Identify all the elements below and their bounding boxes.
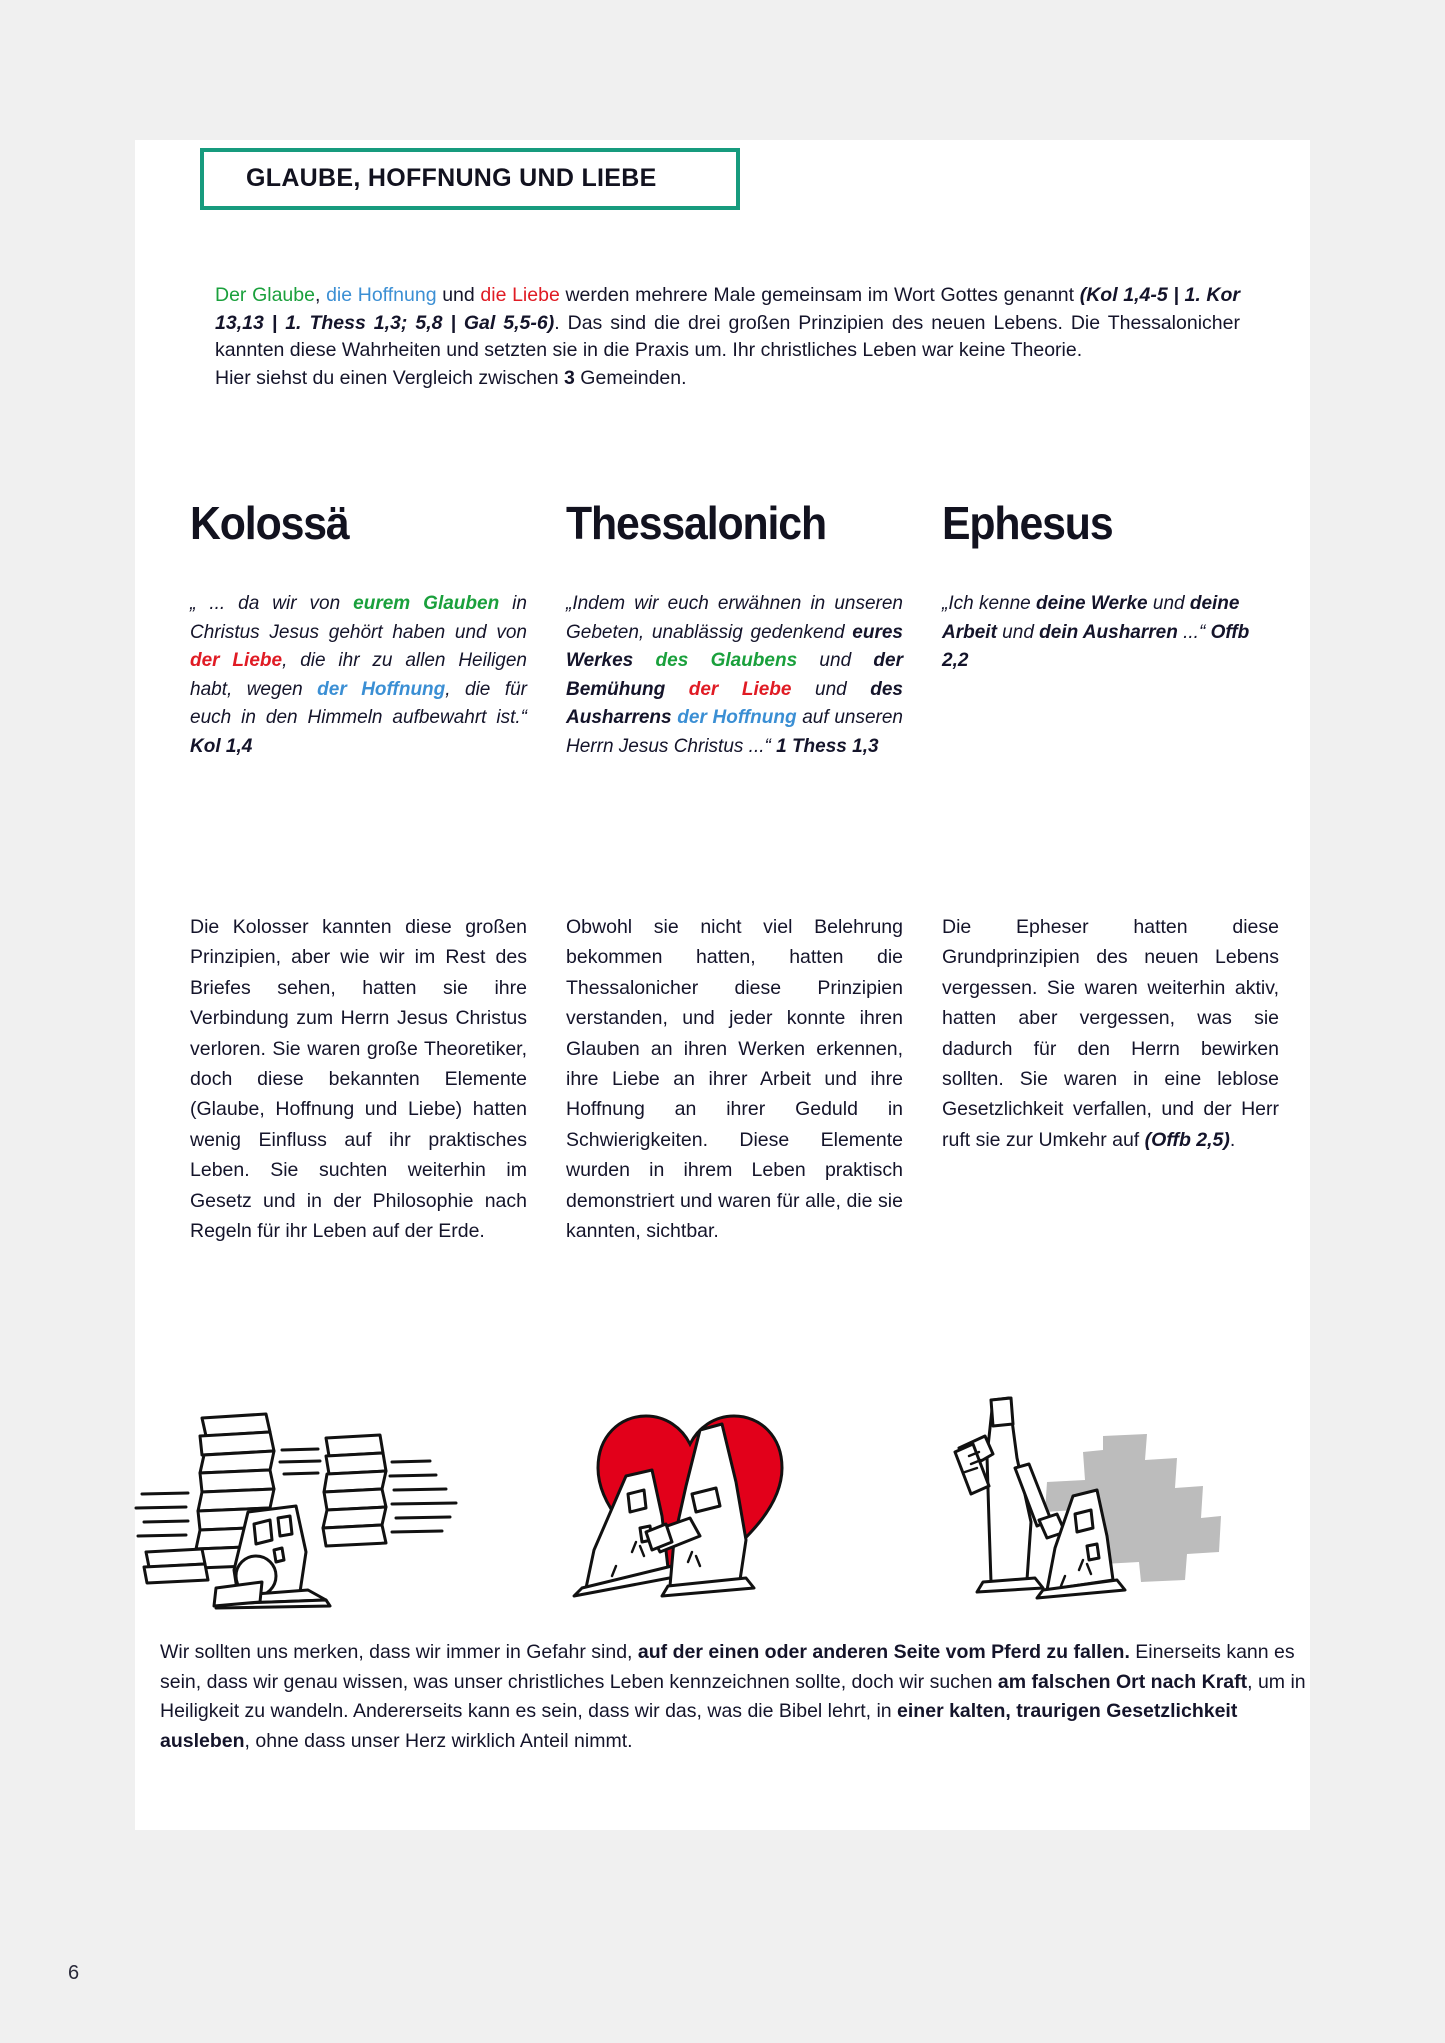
quote-thessalonich [566,590,903,761]
quote-faith-term: des Glaubens [655,650,798,671]
shadow-figures-illustration [935,1390,1225,1605]
body-paragraph-ephesus [942,912,1279,1155]
intro-comma: , [314,284,327,306]
quote-works-term: deine Werke [1036,593,1148,614]
intro-church-count: 3 [564,367,575,390]
quote-text: , die ihr zu allen Heiligen habt, wegen [190,650,527,700]
quote-works-term: eures Werkes [566,621,903,671]
footer-bold-2: am falschen Ort nach Kraft [997,1670,1248,1693]
quote-hope-term: der Hoffnung [317,678,446,700]
column-thessalonich [566,497,903,761]
quote-source-ephesus: Offb 2,2 [942,621,1250,671]
intro-love-term: die Liebe [480,284,560,306]
footer-text-4: , ohne dass unser Herz wirklich Anteil nimmt. [244,1729,633,1752]
intro-line-2 [215,365,1240,393]
column-ephesus [942,497,1279,761]
quote-text: und [996,621,1040,643]
intro-hope-term: die Hoffnung [326,284,437,306]
intro-line-1 [215,282,1240,365]
quote-love-term: der Liebe [688,678,792,700]
column-heading-thessalonich: Thessalonich [566,497,827,549]
body-text-b: . [1229,1128,1236,1151]
intro-und: und [436,284,481,306]
comparison-columns [190,497,1280,761]
section-header-badge [200,148,740,210]
books-and-reader-illustration [130,1400,510,1610]
intro-paragraph [215,282,1240,393]
quote-text: , die für euch in den Himmeln aufbewahrt ist.“ [190,678,527,728]
quote-effort-term: der Bemühung [566,650,903,700]
quote-source-thessalonich: 1 Thess 1,3 [776,735,879,757]
page-title: GLAUBE, HOFFNUNG UND LIEBE [246,164,657,192]
body-paragraph-thessalonich: Obwohl sie nicht viel Belehrung bekommen hatten, hatten die Thessalonicher diese Prinzipien verstanden, und jeder konnte ihren Glauben an ihren Werken erkennen, ihre Liebe an ihrer Arbeit und ihre Hoffnung an ihrer Geduld in Schwierigkeiten. Diese Elemente wurden in ihrem Leben praktisch demonstriert und waren für alle, die sie kannten, sichtbar. [566,916,903,1243]
illustrations-row [135,1390,1310,1620]
footer-text-3: , um in Heiligkeit zu wandeln. Andererseits kann es sein, dass wir das, was die Bibel lehrt, in [160,1670,1306,1723]
quote-text: „Ich kenne [942,593,1036,614]
column-heading-ephesus: Ephesus [942,497,1113,549]
quote-text: und [1147,593,1190,614]
quote-text: und [791,678,871,700]
body-bible-reference: (Offb 2,5) [1144,1128,1230,1151]
footer-summary-paragraph [160,1638,1315,1757]
quote-ephesus [942,590,1279,676]
quote-space [633,650,655,671]
body-text-a: Die Epheser hatten diese Grundprinzipien des neuen Lebens vergessen. Sie waren weiterhin aktiv, hatten aber vergessen, was sie dadurch für den Herrn bewirken sollten. Sie waren in eine leblose Gesetzlichkeit verfallen, und der Herr ruft sie zur Umkehr auf [942,916,1279,1151]
quote-text: „ ... da wir von [190,593,354,614]
column-heading-kolossae: Kolossä [190,497,349,549]
footer-text-1: Wir sollten uns merken, dass wir immer in Gefahr sind, [160,1641,638,1663]
quote-faith-term: eurem Glauben [353,593,500,614]
footer-bold-3: einer kalten, traurigen Gesetzlichkeit ausleben [160,1700,1238,1752]
quote-endurance-term: dein Ausharren [1039,621,1178,643]
footer-bold-1: auf der einen oder anderen Seite vom Pferd zu fallen. [637,1641,1130,1663]
heart-and-figures-illustration [540,1390,830,1600]
quote-text: auf unseren Herrn Jesus Christus ...“ [566,707,903,757]
quote-text: ...“ [1177,621,1211,643]
quote-kolossae [190,590,527,761]
intro-rest-2: . Das sind die drei großen Prinzipien des neuen Lebens. Die Thessalonicher kannten diese Wahrheiten und setzten sie in die Praxis um. Ihr christliches Leben war keine Theorie. [215,311,1240,362]
quote-endurance-term: des Ausharrens [566,678,903,728]
intro-compare-text-b: Gemeinden. [574,367,687,390]
intro-compare-text-a: Hier siehst du einen Vergleich zwischen [215,367,565,390]
intro-faith-term: Der Glaube [215,284,315,306]
quote-love-term: der Liebe [190,650,283,671]
quote-source-kolossae: Kol 1,4 [190,735,253,757]
column-kolossae [190,497,527,761]
page-number: 6 [68,1962,80,1984]
quote-text: in Christus Jesus gehört haben und von [190,593,527,643]
quote-space [665,679,689,700]
quote-text: „Indem wir euch erwähnen in unseren Gebeten, unablässig gedenkend [566,593,903,643]
intro-bible-references: (Kol 1,4-5 | 1. Kor 13,13 | 1. Thess 1,3; 5,8 | Gal 5,5-6) [215,284,1241,334]
quote-text: und [797,650,874,671]
body-paragraph-kolossae: Die Kolosser kannten diese großen Prinzipien, aber wie wir im Rest des Briefes sehen, hatten sie ihre Verbindung zum Herrn Jesus Christus verloren. Sie waren große Theoretiker, doch diese bekannten Elemente (Glaube, Hoffnung und Liebe) hatten wenig Einfluss auf ihr praktisches Leben. Sie suchten weiterhin im Gesetz und in der Philosophie nach Regeln für ihr Leben auf der Erde. [190,916,527,1243]
footer-text-2: Einerseits kann es sein, dass wir genau wissen, was unser christliches Leben kennzeichnen sollte, doch wir suchen [160,1641,1295,1693]
intro-rest-1: werden mehrere Male gemeinsam im Wort Gottes genannt [559,284,1080,306]
quote-labor-term: deine Arbeit [942,593,1240,643]
quote-hope-term: der Hoffnung [677,707,797,728]
